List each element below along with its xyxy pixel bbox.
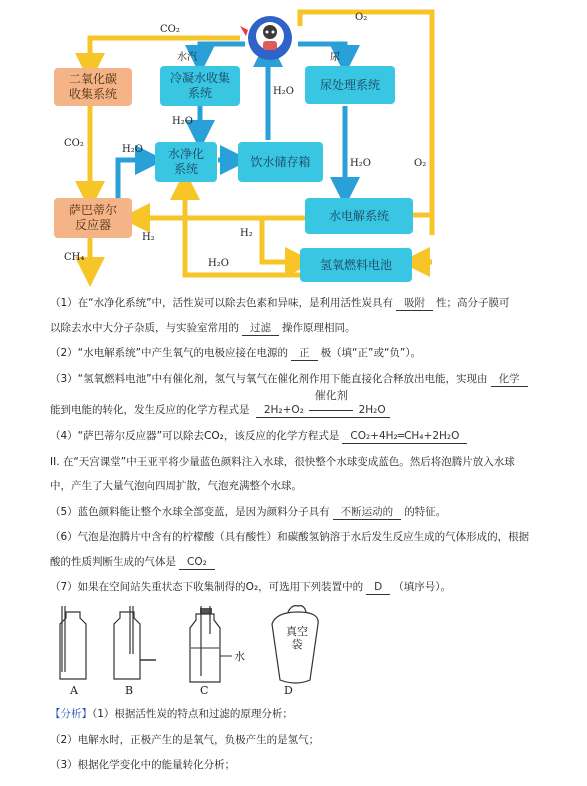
fuelcell-box: 氢氧燃料电池 bbox=[300, 248, 412, 282]
arrow-sabatier-h2o bbox=[118, 160, 150, 200]
vacuum-bag-text: 真空袋 bbox=[286, 625, 308, 651]
question-4: （4）“萨巴蒂尔反应器”可以除去CO₂，该反应的化学方程式是 CO₂+4H₂═CH₄+2H₂O bbox=[50, 429, 470, 444]
urine-box: 尿处理系统 bbox=[305, 66, 395, 104]
analysis-line3: （3）根据化学变化中的能量转化分析； bbox=[50, 759, 236, 771]
apparatus-figures bbox=[48, 604, 368, 694]
sabatier-box: 萨巴蒂尔 反应器 bbox=[54, 198, 132, 238]
label-h2o-bottom: H₂O bbox=[208, 258, 229, 269]
apparatus-water-label: 水 bbox=[234, 650, 245, 663]
question-2: （2）“水电解系统”中产生氧气的电极应接在电源的 正 极（填“正”或“负”）。 bbox=[50, 347, 422, 359]
label-h2o-condense: H₂O bbox=[172, 116, 193, 127]
apparatus-a-icon bbox=[60, 606, 86, 679]
condense-box: 冷凝水收集 系统 bbox=[160, 66, 240, 106]
section-2-line1: II. 在“天宫课堂”中王亚平将少量蓝色颜料注入水球，很快整个水球变成蓝色。然后将泡腾片放入水球 bbox=[50, 456, 515, 468]
question-6-line2: 酸的性质判断生成的气体是 CO₂ bbox=[50, 555, 218, 570]
label-h2o-urine: H₂O bbox=[350, 158, 371, 169]
apparatus-label-a: A bbox=[70, 684, 78, 697]
question-1-line2: 以除去水中大分子杂质，与实验室常用的 过滤 操作原理相同。 bbox=[50, 322, 356, 334]
purify-box: 水净化 系统 bbox=[155, 142, 217, 182]
astronaut-icon bbox=[240, 16, 292, 60]
analysis-tag: 【分析】 bbox=[50, 708, 92, 720]
label-urine: 尿 bbox=[330, 52, 340, 63]
label-vapor: 水汽 bbox=[177, 52, 197, 63]
label-h2o-to-purify: H₂O bbox=[122, 144, 143, 155]
label-o2-right: O₂ bbox=[414, 158, 427, 169]
question-3-line2: 能到电能的转化，发生反应的化学方程式是 2H₂+O₂ 催化剂 2H₂O bbox=[50, 403, 393, 418]
arrow-vapor bbox=[200, 44, 245, 60]
apparatus-label-d: D bbox=[284, 684, 293, 697]
catalyst-label: 催化剂 bbox=[314, 389, 348, 402]
apparatus-c-icon bbox=[190, 606, 232, 682]
analysis-line1: 【分析】（1）根据活性炭的特点和过滤的原理分析； bbox=[50, 708, 293, 720]
analysis-line2: （2）电解水时，正极产生的是氧气，负极产生的是氢气； bbox=[50, 734, 320, 746]
apparatus-label-b: B bbox=[125, 684, 134, 697]
question-3-line1: （3）“氢氧燃料电池”中有催化剂，氢气与氧气在催化剂作用下能直接化合释放出电能，实现由 化学 bbox=[50, 372, 531, 387]
co2-collect-box: 二氧化碳 收集系统 bbox=[54, 68, 132, 106]
label-h2-left: H₂ bbox=[142, 232, 155, 243]
label-h2-mid: H₂ bbox=[240, 228, 253, 239]
label-o2-top: O₂ bbox=[355, 12, 368, 23]
equation-3: 2H₂+O₂ 催化剂 2H₂O bbox=[256, 403, 390, 418]
question-6-line1: （6）气泡是泡腾片中含有的柠檬酸（具有酸性）和碳酸氢钠溶于水后发生反应生成的气体形成的，根据 bbox=[50, 531, 530, 543]
arrow-h2-mid bbox=[262, 218, 300, 262]
question-1-line1: （1）在“水净化系统”中，活性炭可以除去色素和异味，是利用活性炭具有 吸附 性；高分子膜可 bbox=[50, 297, 510, 309]
label-co2-top: CO₂ bbox=[160, 24, 180, 35]
apparatus-label-c: C bbox=[200, 684, 209, 697]
space-station-diagram bbox=[0, 0, 587, 290]
question-7: （7）如果在空间站失重状态下收集制得的O₂，可选用下列装置中的 D （填序号）。 bbox=[50, 581, 451, 593]
label-co2-left: CO₂ bbox=[64, 138, 84, 149]
electrolysis-box: 水电解系统 bbox=[305, 198, 413, 234]
label-ch4: CH₄ bbox=[64, 252, 85, 263]
question-5: （5）蓝色颜料能让整个水球全部变蓝，是因为颜料分子具有 不断运动的 的特征。 bbox=[50, 506, 447, 518]
storage-box: 饮水储存箱 bbox=[238, 142, 323, 182]
apparatus-b-icon bbox=[114, 606, 156, 679]
label-h2o-storage: H₂O bbox=[273, 86, 294, 97]
section-2-line2: 中，产生了大量气泡向四周扩散，气泡充满整个水球。 bbox=[50, 480, 302, 492]
